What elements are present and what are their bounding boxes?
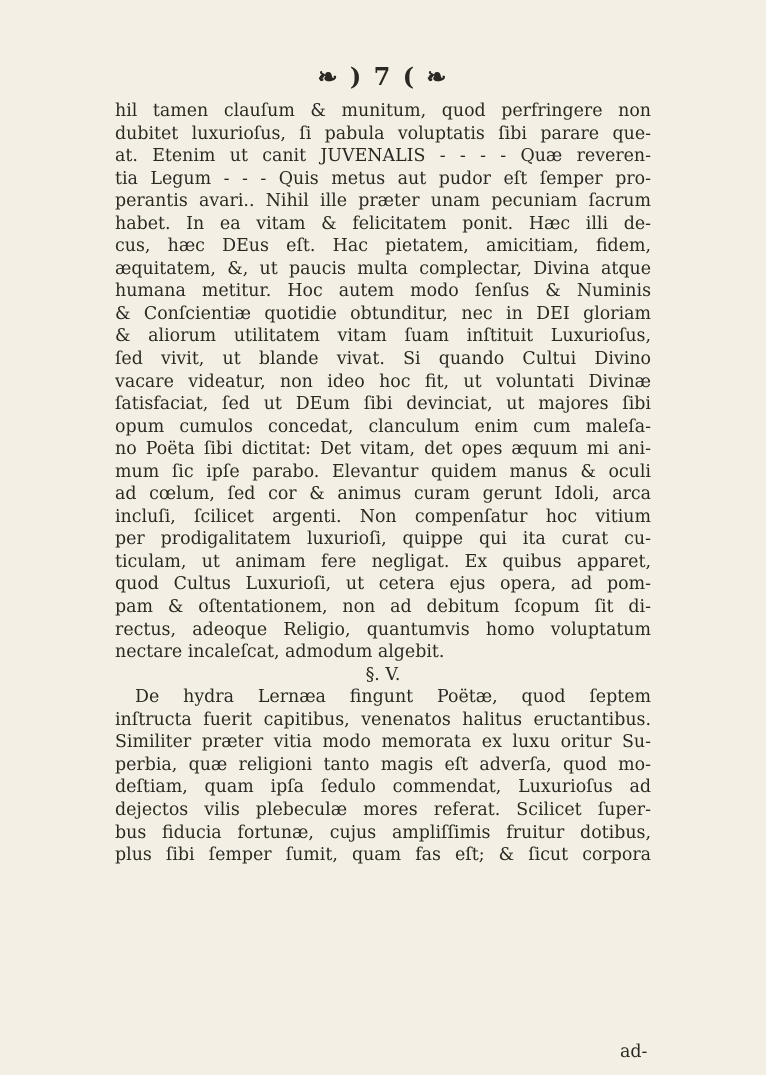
text-line: æquitatem, &, ut paucis multa complectar, Divina atque xyxy=(115,258,651,279)
text-line: no Poëta ſibi dictitat: Det vitam, det opes æquum mi ani- xyxy=(115,439,651,460)
text-line: & Conſcientiæ quotidie obtunditur, nec in DEI gloriam xyxy=(115,303,651,324)
text-line: rectus, adeoque Religio, quantumvis homo voluptatum xyxy=(115,619,651,640)
text-line: ticulam, ut animam fere negligat. Ex quibus apparet, xyxy=(115,551,651,572)
text-line: deſtiam, quam ipſa ſedulo commendat, Luxurioſus ad xyxy=(115,777,651,798)
text-line: incluſi, ſcilicet argenti. Non compenſatur hoc vitium xyxy=(115,506,651,527)
text-line: vacare videatur, non ideo hoc fit, ut voluntati Divinæ xyxy=(115,371,651,392)
text-line: dubitet luxurioſus, ſi pabula voluptatis ſibi parare que- xyxy=(115,123,651,144)
text-line: cus, hæc DEus eſt. Hac pietatem, amicitiam, fidem, xyxy=(115,236,651,257)
text-line: humana metitur. Hoc autem modo ſenſus & Numinis xyxy=(115,281,651,302)
text-line: at. Etenim ut canit JUVENALIS - - - - Quæ reveren- xyxy=(115,146,651,167)
text-line: opum cumulos concedat, clanculum enim cum maleſa- xyxy=(115,416,651,437)
catchword: ad- xyxy=(620,1042,648,1062)
text-line: quod Cultus Luxurioſi, ut cetera ejus opera, ad pom- xyxy=(115,574,651,595)
text-line: ad cœlum, ſed cor & animus curam gerunt Idoli, arca xyxy=(115,484,651,505)
section-heading: §. V. xyxy=(365,664,401,685)
text-line: plus ſibi ſemper ſumit, quam fas eſt; & ſicut corpora xyxy=(115,845,651,866)
text-line: tia Legum - - - Quis metus aut pudor eſt ſemper pro- xyxy=(115,168,651,189)
text-line: per prodigalitatem luxurioſi, quippe qui ita curat cu- xyxy=(115,529,651,550)
text-line: inſtructa fuerit capitibus, venenatos halitus eructantibus. xyxy=(115,709,651,730)
text-line: mum ſic ipſe parabo. Elevantur quidem manus & oculi xyxy=(115,461,651,482)
text-line: pam & oſtentationem, non ad debitum ſcopum ſit di- xyxy=(115,597,651,618)
text-line: nectare incaleſcat, admodum algebit. xyxy=(115,642,445,663)
text-line: bus fiducia fortunæ, cujus ampliſſimis fruitur dotibus, xyxy=(115,822,651,843)
text-line: Similiter præter vitia modo memorata ex luxu oritur Su- xyxy=(115,732,651,753)
text-line: dejectos vilis plebeculæ mores referat. Scilicet ſuper- xyxy=(115,799,651,820)
text-line: & aliorum utilitatem vitam ſuam inſtituit Luxurioſus, xyxy=(115,326,651,347)
text-line: De hydra Lernæa fingunt Poëtæ, quod ſeptem xyxy=(135,687,651,708)
text-line: habet. In ea vitam & felicitatem ponit. Hæc illi de- xyxy=(115,213,651,234)
text-line: perbia, quæ religioni tanto magis eſt adverſa, quod mo- xyxy=(115,754,651,775)
text-line: perantis avari.. Nihil ille præter unam pecuniam ſacrum xyxy=(115,191,651,212)
body-text xyxy=(115,100,651,867)
text-line: ſatisfaciat, ſed ut DEum ſibi devinciat, ut majores ſibi xyxy=(115,394,651,415)
text-line: ſed vivit, ut blande vivat. Si quando Cultui Divino xyxy=(115,349,651,370)
page-header-ornament: ❧ ) 7 ( ❧ xyxy=(317,62,449,91)
text-line: hil tamen clauſum & munitum, quod perfringere non xyxy=(115,101,651,121)
